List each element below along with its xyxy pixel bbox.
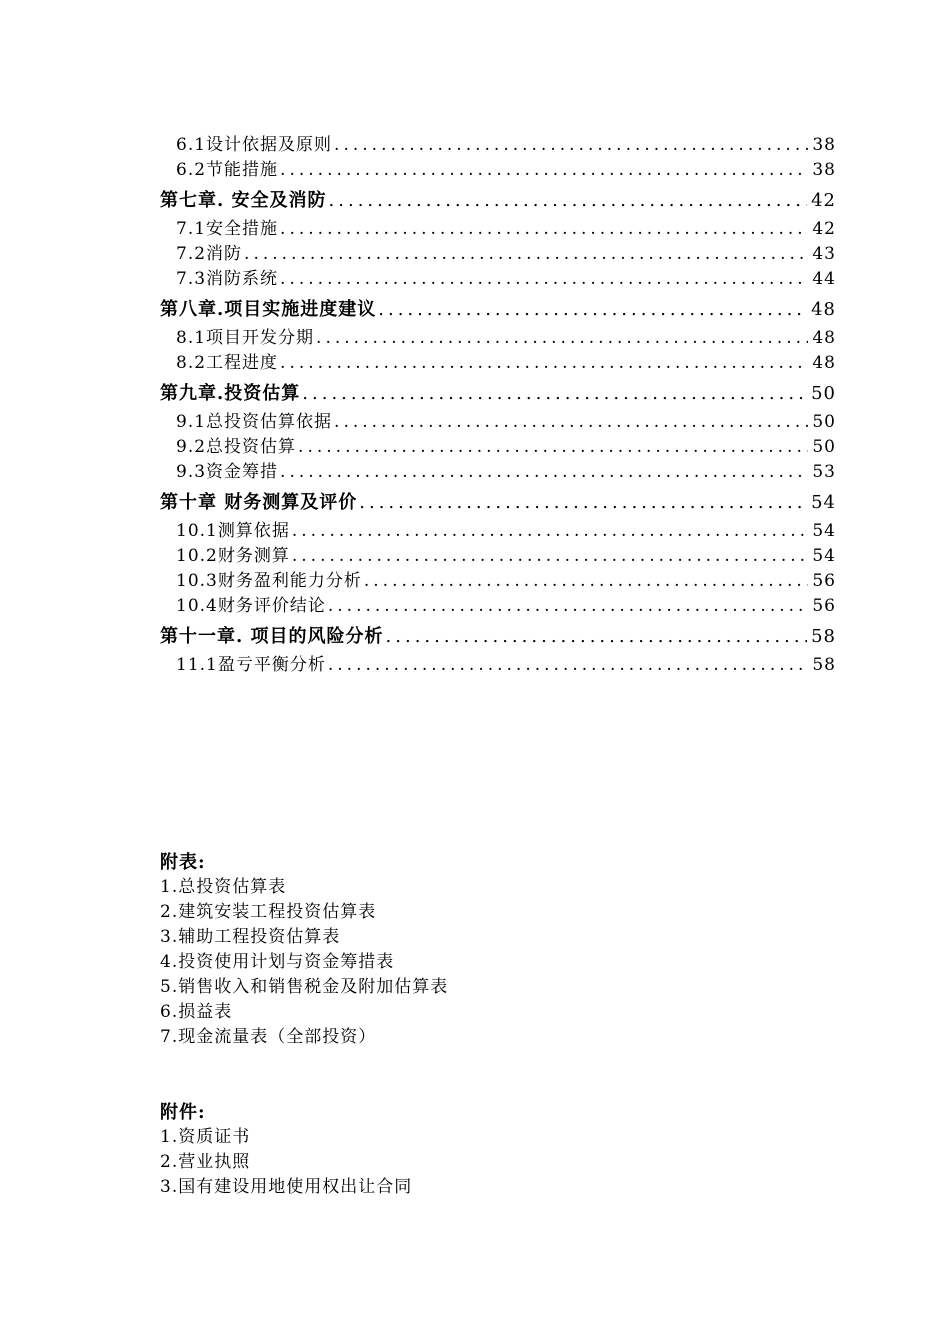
toc-dot-leader <box>290 544 809 569</box>
appendix-doc-item: 1.资质证书 <box>160 1127 251 1147</box>
toc-page-number: 43 <box>812 244 836 264</box>
toc-page-number: 54 <box>812 521 836 541</box>
toc-entry-label: 第十章 财务测算及评价 <box>160 492 358 513</box>
toc-chapter-entry[interactable] <box>160 381 836 406</box>
appendix-table-item: 7.现金流量表（全部投资） <box>160 1027 377 1047</box>
toc-entry-label: 6.2节能措施 <box>176 160 279 180</box>
toc-entry-label: 10.2财务测算 <box>176 546 290 566</box>
appendix-table-item: 5.销售收入和销售税金及附加估算表 <box>160 977 449 997</box>
toc-dot-leader <box>362 569 809 594</box>
toc-section-entry[interactable] <box>160 544 836 569</box>
toc-entry-label: 7.1安全措施 <box>176 219 279 239</box>
toc-entry-label: 10.3财务盈利能力分析 <box>176 571 362 591</box>
toc-page-number: 53 <box>812 462 836 482</box>
toc-page-number: 50 <box>812 412 836 432</box>
toc-entry-label: 8.1项目开发分期 <box>176 328 315 348</box>
toc-page-number: 48 <box>812 328 836 348</box>
toc-dot-leader <box>357 490 807 515</box>
table-of-contents <box>160 133 836 678</box>
appendix-docs-list <box>160 1125 760 1200</box>
appendix-doc-item: 3.国有建设用地使用权出让合同 <box>160 1177 413 1197</box>
appendix-tables-title: 附表: <box>160 852 206 873</box>
toc-entry-label: 7.2消防 <box>176 244 243 264</box>
toc-dot-leader <box>384 624 808 649</box>
toc-page-number: 56 <box>812 571 836 591</box>
appendix-table-item: 1.总投资估算表 <box>160 877 287 897</box>
toc-dot-leader <box>326 653 809 678</box>
toc-dot-leader <box>278 460 808 485</box>
toc-page-number: 50 <box>811 383 836 404</box>
toc-section-entry[interactable] <box>160 653 836 678</box>
toc-section-entry[interactable] <box>160 351 836 376</box>
toc-dot-leader <box>332 133 808 158</box>
toc-dot-leader <box>376 297 807 322</box>
toc-chapter-entry[interactable] <box>160 297 836 322</box>
appendix-table-item: 4.投资使用计划与资金筹措表 <box>160 952 395 972</box>
toc-section-entry[interactable] <box>160 267 836 292</box>
toc-dot-leader <box>278 267 808 292</box>
toc-entry-label: 10.1测算依据 <box>176 521 290 541</box>
toc-section-entry[interactable] <box>160 460 836 485</box>
toc-page-number: 42 <box>812 219 836 239</box>
toc-section-entry[interactable] <box>160 519 836 544</box>
toc-dot-leader <box>290 519 809 544</box>
toc-page-number: 44 <box>812 269 836 289</box>
toc-page-number: 56 <box>812 596 836 616</box>
toc-chapter-entry[interactable] <box>160 490 836 515</box>
toc-dot-leader <box>296 435 808 460</box>
toc-entry-label: 第八章.项目实施进度建议 <box>160 299 377 320</box>
toc-entry-label: 10.4财务评价结论 <box>176 596 326 616</box>
toc-entry-label: 7.3消防系统 <box>176 269 279 289</box>
toc-section-entry[interactable] <box>160 594 836 619</box>
toc-dot-leader <box>314 326 808 351</box>
toc-page-number: 58 <box>812 655 836 675</box>
toc-section-entry[interactable] <box>160 410 836 435</box>
toc-entry-label: 9.1总投资估算依据 <box>176 412 333 432</box>
toc-entry-label: 9.2总投资估算 <box>176 437 297 457</box>
toc-dot-leader <box>327 188 808 213</box>
toc-dot-leader <box>326 594 809 619</box>
toc-entry-label: 8.2工程进度 <box>176 353 279 373</box>
toc-page-number: 42 <box>811 190 836 211</box>
toc-dot-leader <box>278 217 808 242</box>
toc-page-number: 50 <box>812 437 836 457</box>
toc-dot-leader <box>332 410 808 435</box>
toc-chapter-entry[interactable] <box>160 624 836 649</box>
toc-page-number: 38 <box>812 160 836 180</box>
toc-entry-label: 9.3资金筹措 <box>176 462 279 482</box>
appendix-table-item: 3.辅助工程投资估算表 <box>160 927 341 947</box>
appendix-docs-section <box>160 1100 760 1200</box>
appendix-docs-title: 附件: <box>160 1102 206 1123</box>
toc-dot-leader <box>278 158 808 183</box>
toc-section-entry[interactable] <box>160 435 836 460</box>
toc-chapter-entry[interactable] <box>160 188 836 213</box>
appendix-doc-item: 2.营业执照 <box>160 1152 251 1172</box>
toc-section-entry[interactable] <box>160 158 836 183</box>
toc-entry-label: 第十一章. 项目的风险分析 <box>160 626 384 647</box>
toc-dot-leader <box>278 351 808 376</box>
appendix-tables-section <box>160 850 760 1050</box>
toc-entry-label: 6.1设计依据及原则 <box>176 135 333 155</box>
appendix-table-item: 2.建筑安装工程投资估算表 <box>160 902 377 922</box>
toc-entry-label: 11.1盈亏平衡分析 <box>176 655 326 675</box>
toc-section-entry[interactable] <box>160 217 836 242</box>
toc-entry-label: 第七章. 安全及消防 <box>160 190 327 211</box>
toc-entry-label: 第九章.投资估算 <box>160 383 301 404</box>
toc-dot-leader <box>300 381 807 406</box>
toc-page-number: 58 <box>811 626 836 647</box>
toc-section-entry[interactable] <box>160 242 836 267</box>
toc-page-number: 54 <box>811 492 836 513</box>
toc-page-number: 48 <box>812 353 836 373</box>
toc-page-number: 54 <box>812 546 836 566</box>
toc-page-number: 38 <box>812 135 836 155</box>
toc-page-number: 48 <box>811 299 836 320</box>
appendix-table-item: 6.损益表 <box>160 1002 233 1022</box>
toc-dot-leader <box>242 242 808 267</box>
toc-section-entry[interactable] <box>160 569 836 594</box>
toc-section-entry[interactable] <box>160 133 836 158</box>
toc-section-entry[interactable] <box>160 326 836 351</box>
appendix-tables-list <box>160 875 760 1050</box>
